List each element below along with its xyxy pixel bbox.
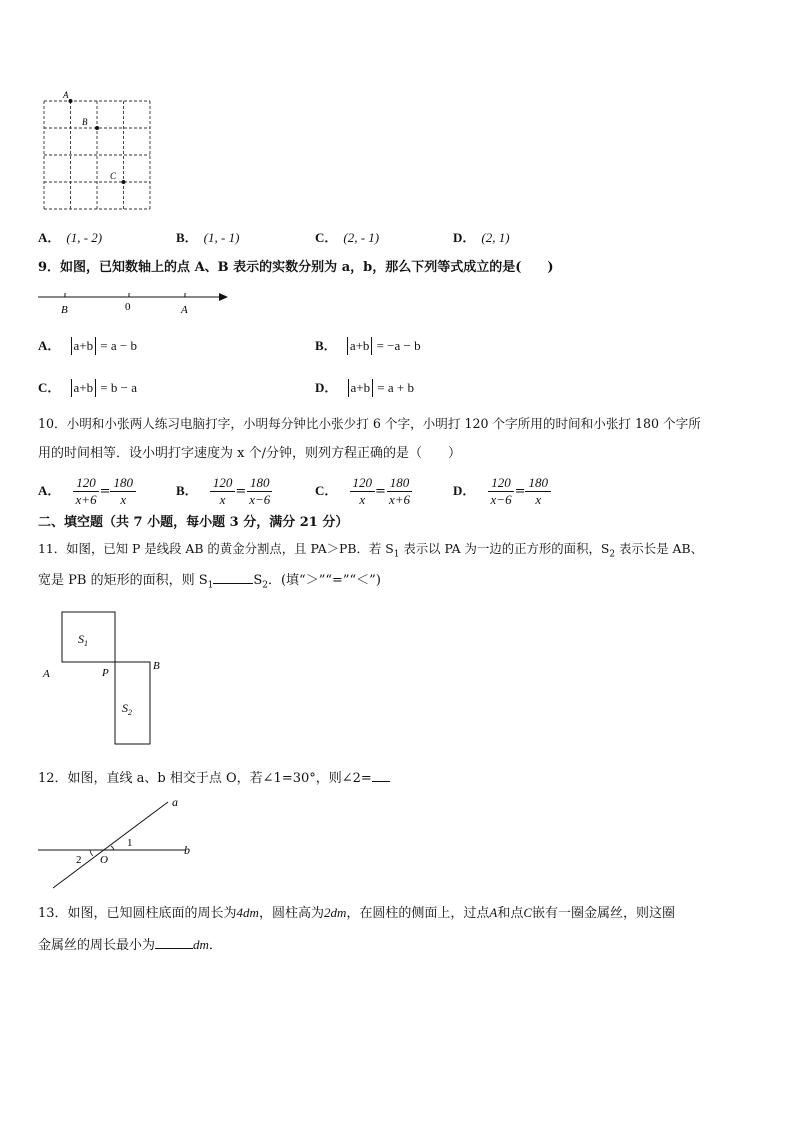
q8-option-b: B． (1, - 1)	[176, 230, 240, 245]
q8-option-d: D． (2, 1)	[453, 230, 510, 245]
q9-stem: 9．如图，已知数轴上的点 A、B 表示的实数分别为 a，b，那么下列等式成立的是( )	[38, 260, 554, 275]
label-line-a: a	[172, 795, 178, 809]
label-angle-2: 2	[76, 854, 82, 866]
q11-answer-blank[interactable]	[213, 570, 253, 584]
q11-stem-line2: 宽是 PB 的矩形的面积，则 $S_1$ $S_2$．(填“＞”“=”“＜”)	[38, 570, 381, 595]
label-b: B	[153, 660, 160, 672]
label-angle-1: 1	[127, 837, 133, 849]
point-a	[69, 99, 73, 103]
q10-option-a: A． $\frac{120}{x+6}$ = $\frac{180}{x}$	[38, 473, 136, 510]
q10-option-c: C． $\frac{120}{x}$ = $\frac{180}{x+6}$	[315, 473, 413, 510]
q8-grid-figure	[38, 90, 158, 215]
q9-option-d: D． a+b = a + b	[315, 380, 414, 395]
q12-figure	[36, 792, 201, 892]
q8-option-c: C． (2, - 1)	[315, 230, 380, 245]
q13-stem-line2: 金属丝的周长最小为 dm．	[38, 937, 222, 953]
section-title: 二、填空题（共 7 小题，每小题 3 分，满分 21 分）	[38, 515, 349, 530]
q10-stem-line2: 用的时间相等．设小明打字速度为 x 个/分钟，则列方程正确的是（ ）	[38, 446, 461, 461]
q11-stem-line1: 11．如图，已知 P 是线段 AB 的黄金分割点，且 PA＞PB．若 $S_1$ 表示以 PA 为一边的正方形的面积，$S_2$ 表示长是 AB、	[38, 541, 703, 560]
q11-figure	[38, 605, 173, 750]
rect-s2	[115, 662, 150, 744]
label-b: B	[82, 117, 88, 127]
axis-label-zero: 0	[125, 301, 131, 313]
q10-stem-line1: 10．小明和小张两人练习电脑打字，小明每分钟比小张少打 6 个字，小明打 120 个字所用的时间和小张打 180 个字所	[38, 416, 701, 431]
label-a: A	[43, 668, 50, 680]
label-o: O	[100, 854, 108, 866]
q12-answer-blank[interactable]	[372, 768, 390, 782]
label-c: C	[110, 171, 117, 181]
label-line-b: b	[184, 843, 190, 857]
q8-option-a: A． (1, - 2)	[38, 230, 103, 245]
q9-option-b: B． a+b = −a − b	[315, 338, 421, 353]
q10-option-d: D． $\frac{120}{x-6}$ = $\frac{180}{x}$	[453, 473, 551, 510]
q9-number-line	[36, 287, 236, 317]
q9-option-a: A． a+b = a − b	[38, 338, 137, 353]
q12-stem: 12．如图，直线 a、b 相交于点 O，若∠1=30°，则∠2=	[38, 768, 390, 788]
square-s1	[62, 612, 115, 662]
q10-option-b: B． $\frac{120}{x}$ = $\frac{180}{x-6}$	[176, 473, 273, 510]
point-b	[95, 126, 99, 130]
axis-label-b: B	[61, 304, 68, 316]
axis-label-a: A	[181, 304, 188, 316]
q13-stem-line1: 13．如图，已知圆柱底面的周长为4dm，圆柱高为2dm，在圆柱的侧面上，过点A和点C嵌有一圈金属丝，则这圈	[38, 905, 676, 921]
label-p: P	[102, 667, 109, 679]
label-a: A	[63, 90, 69, 100]
q9-option-c: C． a+b = b − a	[38, 380, 137, 395]
svg-text:S2: $S_2$	[122, 701, 132, 717]
point-c	[122, 180, 126, 184]
q13-answer-blank[interactable]	[155, 935, 193, 949]
svg-text:S1: $S_1$	[78, 632, 88, 648]
